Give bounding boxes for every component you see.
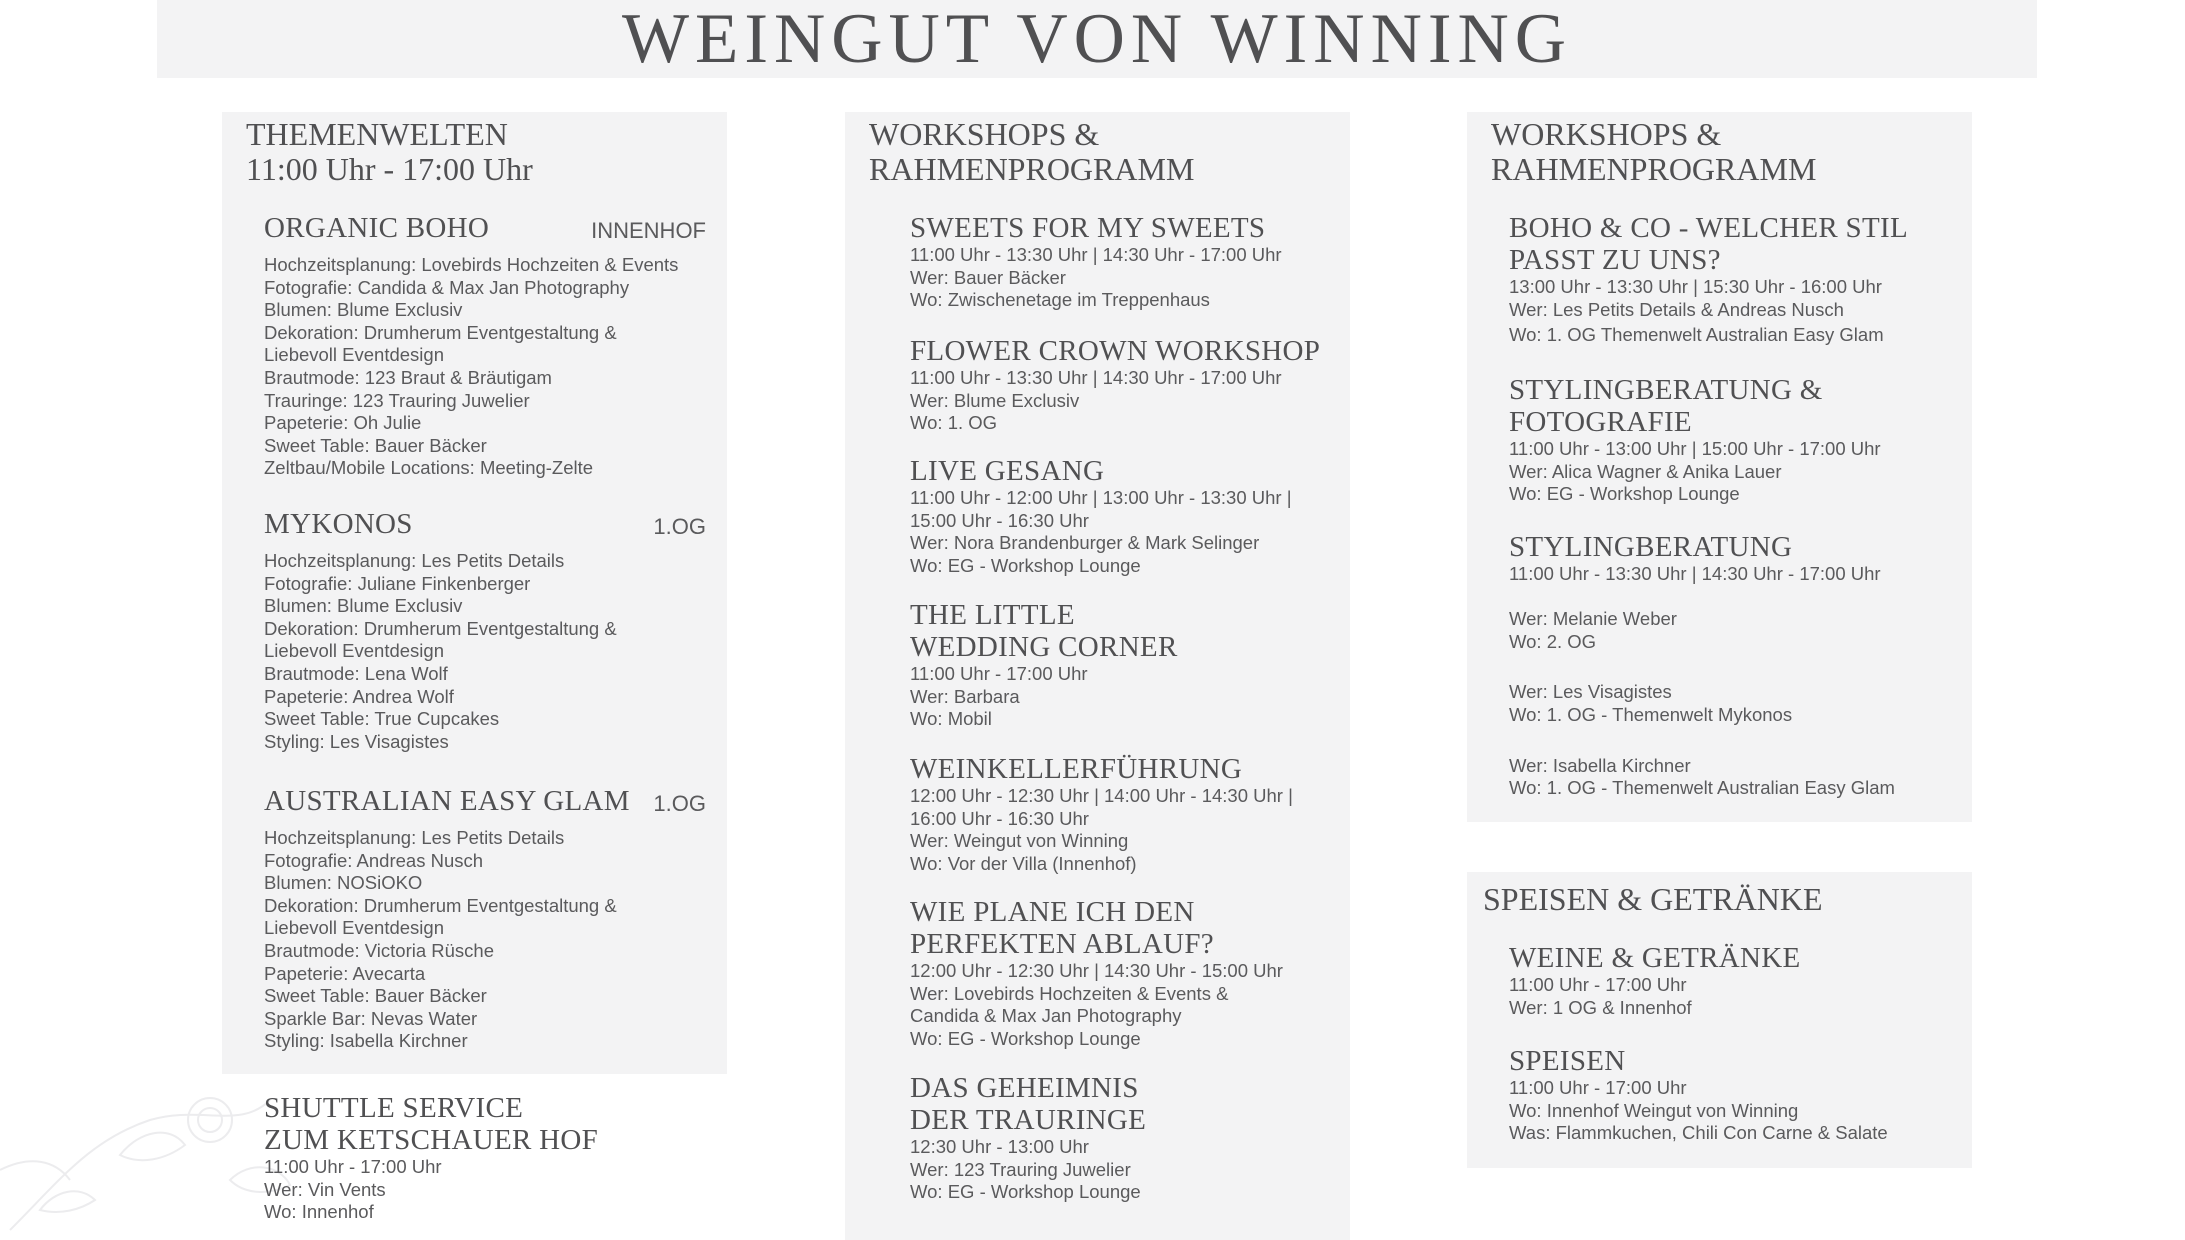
detail-line: Brautmode: 123 Braut & Bräutigam xyxy=(264,366,552,388)
shuttle-service xyxy=(264,1092,724,1224)
detail-line: Brautmode: Victoria Rüsche xyxy=(264,939,494,961)
detail-line: Was: Flammkuchen, Chili Con Carne & Salate xyxy=(1509,1122,1888,1144)
detail-line: Styling: Les Visagistes xyxy=(264,730,449,752)
detail-line xyxy=(1509,727,1895,741)
workshop-title: WEDDING CORNER xyxy=(910,631,1178,663)
detail-line: 12:00 Uhr - 12:30 Uhr | 14:00 Uhr - 14:30 Uhr | xyxy=(910,785,1293,806)
detail-line: Wer: Weingut von Winning xyxy=(910,830,1129,852)
detail-line: Hochzeitsplanung: Lovebirds Hochzeiten & Events xyxy=(264,254,679,275)
panel-title: THEMENWELTEN xyxy=(246,116,508,152)
detail-line: 16:00 Uhr - 16:30 Uhr xyxy=(910,807,1089,829)
section-title: AUSTRALIAN EASY GLAM xyxy=(264,785,630,817)
detail-line: 11:00 Uhr - 13:30 Uhr | 14:30 Uhr - 17:00 Uhr xyxy=(1509,563,1881,584)
section-location: 1.OG xyxy=(653,514,706,539)
workshop-perfekter-ablauf xyxy=(910,896,1283,1050)
detail-line: Dekoration: Drumherum Eventgestaltung & xyxy=(264,617,617,639)
speisen-panel xyxy=(1467,872,1972,1168)
detail-line: Wo: 1. OG Themenwelt Australian Easy Glam xyxy=(1509,324,1884,346)
workshop-title: BOHO & CO - WELCHER STIL xyxy=(1509,212,1908,244)
detail-line: Wer: Les Petits Details & Andreas Nusch xyxy=(1509,298,1844,320)
section-location: 1.OG xyxy=(653,791,706,816)
detail-line: Papeterie: Oh Julie xyxy=(264,412,422,434)
workshop-sweets xyxy=(910,212,1282,312)
section-title: ORGANIC BOHO xyxy=(264,212,490,244)
workshops-panel-2 xyxy=(1467,112,1972,822)
detail-line: Wer: Melanie Weber xyxy=(1509,608,1677,630)
detail-line: Wer: Isabella Kirchner xyxy=(1509,754,1691,776)
workshop-title: DER TRAURINGE xyxy=(910,1104,1147,1136)
workshop-live-gesang xyxy=(910,455,1292,577)
detail-line: 11:00 Uhr - 13:30 Uhr | 14:30 Uhr - 17:00 Uhr xyxy=(910,244,1282,265)
workshop-weinkellerfuehrung xyxy=(910,753,1293,875)
section-organic-boho xyxy=(264,212,706,480)
detail-line: Fotografie: Candida & Max Jan Photography xyxy=(264,276,630,298)
workshop-stylingberatung xyxy=(1509,531,1895,800)
detail-line: Wer: Blume Exclusiv xyxy=(910,389,1080,411)
detail-line: Candida & Max Jan Photography xyxy=(910,1005,1182,1027)
workshop-title: WEINKELLERFÜHRUNG xyxy=(910,753,1243,785)
detail-line: Wer: 123 Trauring Juwelier xyxy=(910,1158,1131,1180)
floral-ornament xyxy=(0,1060,300,1240)
detail-line: Wer: Lovebirds Hochzeiten & Events & xyxy=(910,982,1229,1004)
panel-title: RAHMENPROGRAMM xyxy=(1491,151,1817,187)
detail-line: Brautmode: Lena Wolf xyxy=(264,662,448,684)
detail-line: Wer: Nora Brandenburger & Mark Selinger xyxy=(910,532,1260,554)
detail-line: Blumen: Blume Exclusiv xyxy=(264,595,463,617)
workshop-title: STYLINGBERATUNG & xyxy=(1509,374,1823,406)
page-header xyxy=(157,0,2037,78)
detail-line: Wo: Mobil xyxy=(910,708,992,730)
detail-line: Wo: Innenhof Weingut von Winning xyxy=(1509,1099,1799,1121)
workshop-title: PERFEKTEN ABLAUF? xyxy=(910,928,1214,960)
detail-line: Hochzeitsplanung: Les Petits Details xyxy=(264,550,565,571)
panel-title: WORKSHOPS & xyxy=(1491,116,1722,152)
food-weine-getraenke xyxy=(1509,942,1801,1019)
detail-line: 11:00 Uhr - 17:00 Uhr xyxy=(1509,974,1687,995)
detail-line: Wer: Alica Wagner & Anika Lauer xyxy=(1509,460,1782,482)
detail-line: Papeterie: Avecarta xyxy=(264,962,426,984)
detail-line: Wo: Vor der Villa (Innenhof) xyxy=(910,852,1137,874)
workshop-title: THE LITTLE xyxy=(910,599,1075,631)
detail-line: Hochzeitsplanung: Les Petits Details xyxy=(264,827,565,848)
detail-line: Wo: 1. OG - Themenwelt Mykonos xyxy=(1509,703,1793,725)
panel-time: 11:00 Uhr - 17:00 Uhr xyxy=(246,151,533,187)
detail-line: Liebevoll Eventdesign xyxy=(264,344,444,366)
workshop-title: STYLINGBERATUNG xyxy=(1509,531,1793,563)
detail-line xyxy=(1509,667,1895,681)
detail-line: Sweet Table: Bauer Bäcker xyxy=(264,985,487,1007)
workshop-title: FOTOGRAFIE xyxy=(1509,406,1692,438)
workshop-flower-crown xyxy=(910,335,1320,435)
detail-line: Blumen: NOSiOKO xyxy=(264,872,423,894)
detail-line: 12:00 Uhr - 12:30 Uhr | 14:30 Uhr - 15:00 Uhr xyxy=(910,960,1283,981)
shuttle-title: SHUTTLE SERVICE xyxy=(264,1092,524,1124)
detail-line: Fotografie: Andreas Nusch xyxy=(264,849,484,871)
detail-line: Dekoration: Drumherum Eventgestaltung & xyxy=(264,894,617,916)
workshop-title: WIE PLANE ICH DEN xyxy=(910,896,1195,928)
workshop-stylingberatung-fotografie xyxy=(1509,374,1881,506)
detail-line: Wo: 1. OG - Themenwelt Australian Easy Glam xyxy=(1509,777,1895,799)
detail-line: Wo: EG - Workshop Lounge xyxy=(910,1181,1141,1203)
workshops-panel-1 xyxy=(845,112,1350,1240)
detail-line: Wo: EG - Workshop Lounge xyxy=(910,554,1141,576)
section-australian-easy-glam xyxy=(264,785,706,1053)
shuttle-title: ZUM KETSCHAUER HOF xyxy=(264,1124,599,1156)
detail-line: 11:00 Uhr - 17:00 Uhr xyxy=(264,1156,442,1177)
detail-line: Liebevoll Eventdesign xyxy=(264,917,444,939)
food-title: SPEISEN xyxy=(1509,1045,1626,1077)
detail-line: 11:00 Uhr - 17:00 Uhr xyxy=(1509,1077,1687,1098)
detail-line: Liebevoll Eventdesign xyxy=(264,640,444,662)
detail-line: Trauringe: 123 Trauring Juwelier xyxy=(264,389,530,411)
detail-line: 11:00 Uhr - 17:00 Uhr xyxy=(910,663,1088,684)
detail-line: Dekoration: Drumherum Eventgestaltung & xyxy=(264,321,617,343)
detail-line: Sweet Table: True Cupcakes xyxy=(264,708,500,730)
detail-line: Wo: 2. OG xyxy=(1509,630,1597,652)
detail-line: Wer: Vin Vents xyxy=(264,1178,386,1200)
detail-line: Wo: Innenhof xyxy=(264,1201,374,1223)
food-speisen xyxy=(1509,1045,1888,1145)
detail-line: Papeterie: Andrea Wolf xyxy=(264,685,454,707)
panel-title: RAHMENPROGRAMM xyxy=(869,151,1195,187)
themenwelten-panel xyxy=(222,112,727,1074)
workshop-title: LIVE GESANG xyxy=(910,455,1105,487)
workshop-geheimnis-trauringe xyxy=(910,1072,1146,1204)
detail-line: 15:00 Uhr - 16:30 Uhr xyxy=(910,509,1089,531)
detail-line: Zeltbau/Mobile Locations: Meeting-Zelte xyxy=(264,457,594,479)
workshop-boho-co xyxy=(1509,212,1908,347)
section-title: MYKONOS xyxy=(264,508,413,540)
detail-line: Styling: Isabella Kirchner xyxy=(264,1030,468,1052)
detail-line xyxy=(1509,586,1895,609)
workshop-title: PASST ZU UNS? xyxy=(1509,244,1721,276)
detail-line: 12:30 Uhr - 13:00 Uhr xyxy=(910,1136,1089,1157)
detail-line: Wo: Zwischenetage im Treppenhaus xyxy=(910,289,1210,311)
detail-line: Wo: EG - Workshop Lounge xyxy=(910,1027,1141,1049)
panel-title: SPEISEN & GETRÄNKE xyxy=(1483,881,1823,917)
section-location: INNENHOF xyxy=(591,218,706,243)
page-title: WEINGUT VON WINNING xyxy=(621,0,1573,78)
panel-title: WORKSHOPS & xyxy=(869,116,1100,152)
detail-line: Wo: 1. OG xyxy=(910,412,998,434)
detail-line xyxy=(1509,741,1895,755)
detail-line: 11:00 Uhr - 13:00 Uhr | 15:00 Uhr - 17:00 Uhr xyxy=(1509,438,1881,459)
detail-line: Wer: Les Visagistes xyxy=(1509,681,1672,703)
section-mykonos xyxy=(264,508,706,753)
workshop-little-wedding-corner xyxy=(910,599,1178,731)
food-title: WEINE & GETRÄNKE xyxy=(1509,942,1801,974)
workshop-title: FLOWER CROWN WORKSHOP xyxy=(910,335,1321,367)
detail-line: 11:00 Uhr - 12:00 Uhr | 13:00 Uhr - 13:30 Uhr | xyxy=(910,487,1292,508)
workshop-title: SWEETS FOR MY SWEETS xyxy=(910,212,1266,244)
detail-line: 13:00 Uhr - 13:30 Uhr | 15:30 Uhr - 16:00 Uhr xyxy=(1509,276,1882,297)
detail-line: Sparkle Bar: Nevas Water xyxy=(264,1007,478,1029)
detail-line: Fotografie: Juliane Finkenberger xyxy=(264,572,531,594)
workshop-title: DAS GEHEIMNIS xyxy=(910,1072,1139,1104)
detail-line: Wer: Bauer Bäcker xyxy=(910,266,1066,288)
detail-line: Blumen: Blume Exclusiv xyxy=(264,299,463,321)
detail-line: 11:00 Uhr - 13:30 Uhr | 14:30 Uhr - 17:00 Uhr xyxy=(910,367,1282,388)
detail-line: Sweet Table: Bauer Bäcker xyxy=(264,434,487,456)
detail-line: Wer: 1 OG & Innenhof xyxy=(1509,996,1692,1018)
detail-line xyxy=(1509,653,1895,667)
detail-line: Wer: Barbara xyxy=(910,685,1020,707)
detail-line: Wo: EG - Workshop Lounge xyxy=(1509,483,1740,505)
